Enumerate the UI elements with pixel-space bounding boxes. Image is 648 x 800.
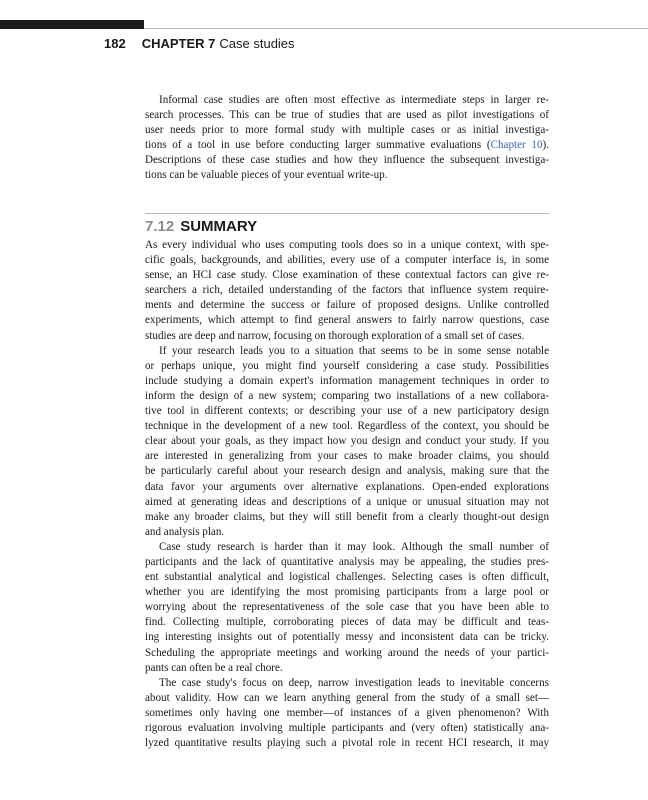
text-line: lyzed quantitative results playing such a pivotal role in recent HCI research, it may (145, 737, 549, 750)
summary-paragraph (145, 540, 549, 676)
summary-paragraph (145, 238, 549, 344)
text-line: As every individual who uses computing tools does so in a unique context, with spe- (145, 239, 549, 251)
text-line: rigorous evaluation involving multiple participants and (very often) statistically ana- (145, 722, 549, 734)
text-line: The case study's focus on deep, narrow investigation leads to inevitable concerns (159, 676, 549, 689)
text-line: cific goals, backgrounds, and abilities, every use of a computer interface is, in some (145, 254, 549, 267)
text-line: tions of a tool in use before conducting larger summative evaluations (Chapter 10). (145, 139, 549, 152)
text-line: are interested in generalizing from your cases to make broader claims, you should (145, 450, 549, 463)
text-line: search processes. This can be true of studies that are used as pilot investigations of (145, 109, 549, 122)
running-head (104, 36, 295, 51)
text-line: searchers a rich, detailed understanding of the factors that influence system require- (145, 284, 549, 297)
text-line: make any broader claims, but they will still benefit from a clearly thought-out design (145, 510, 549, 523)
text-line: ments and determine the success or failure of proposed designs. Unlike controlled (145, 299, 549, 312)
text-line: Scheduling the appropriate meetings and working around the needs of your partici- (145, 646, 549, 659)
text-line: be particularly careful about your research design and analysis, making sure that the (145, 465, 549, 478)
page-number: 182 (104, 36, 126, 51)
text-line: or perhaps unique, you might find yourself considering a case study. Possibilities (145, 359, 549, 372)
text-line: participants and the lack of quantitative analysis may be appealing, the studies pres- (145, 555, 549, 568)
text-line: aimed at generating ideas and descriptions of a unique or unusual situation may not (145, 495, 549, 508)
text-line: sense, an HCI case study. Close examination of these contextual factors can give re- (145, 269, 549, 282)
text-line: Case study research is harder than it may look. Although the small number of (159, 540, 549, 553)
text-line: worrying about the representativeness of the sole case that you have been able to (145, 601, 549, 614)
text-line: and analysis plan. (145, 525, 225, 538)
text-line: technique in the development of a new tool. Regardless of the context, you should be (145, 420, 549, 433)
header-rule (144, 28, 648, 29)
text-line: whether you are identifying the most promising participants from a large pool or (145, 586, 549, 599)
text-line: Informal case studies are often most effective as intermediate steps in larger re- (159, 94, 549, 106)
text-line: experiments, which attempt to find general answers to fairly narrow questions, case (145, 314, 549, 327)
text-line: tions can be valuable pieces of your eventual write-up. (145, 169, 388, 182)
chapter-label: CHAPTER 7 (141, 36, 216, 51)
text-line: about validity. How can we learn anything general from the study of a small set— (145, 691, 549, 704)
text-line: If your research leads you to a situation that seems to be in some sense notable (159, 344, 549, 357)
summary-paragraph (145, 676, 549, 751)
section-title: SUMMARY (180, 218, 258, 235)
text-line: pants can often be a real chore. (145, 661, 283, 674)
text-line: ent substantial analytical and logistical challenges. Selecting cases is often difficult, (145, 571, 549, 584)
text-line: tive tool in different contexts; or describing your use of a new participatory design (145, 405, 549, 418)
section-number: 7.12 (145, 218, 175, 235)
chapter-10-link[interactable]: Chapter 10 (490, 139, 543, 152)
header-bar (0, 20, 144, 29)
section-heading (145, 218, 257, 235)
summary-paragraph (145, 344, 549, 540)
summary-body (145, 238, 549, 751)
text-line: Descriptions of these case studies and how they influence the subsequent investiga- (145, 154, 549, 167)
text-line: clear about your goals, as they impact how you design and conduct your study. If you (145, 435, 549, 448)
text-line: user needs prior to more formal study with multiple cases or as initial investiga- (145, 124, 549, 137)
section-divider (145, 213, 549, 214)
text-line: find. Collecting multiple, corroborating pieces of data may be difficult and teas- (145, 616, 549, 629)
text-line: inform the design of a new system; comparing two installations of a new collabora- (145, 389, 549, 402)
text-line: data favor your arguments over alternative explanations. Open-ended explorations (145, 480, 549, 493)
intro-paragraph (145, 93, 549, 184)
text-line: ing interesting insights out of potentially messy and inconsistent data can be tricky. (145, 631, 549, 644)
text-line: sometimes only having one member—of instances of a given phenomenon? With (145, 706, 549, 719)
text-line: studies are deep and narrow, focusing on thorough exploration of a small set of cases. (145, 329, 525, 342)
text-line: include studying a domain expert's information management techniques in order to (145, 374, 549, 387)
chapter-title: Case studies (219, 36, 295, 51)
